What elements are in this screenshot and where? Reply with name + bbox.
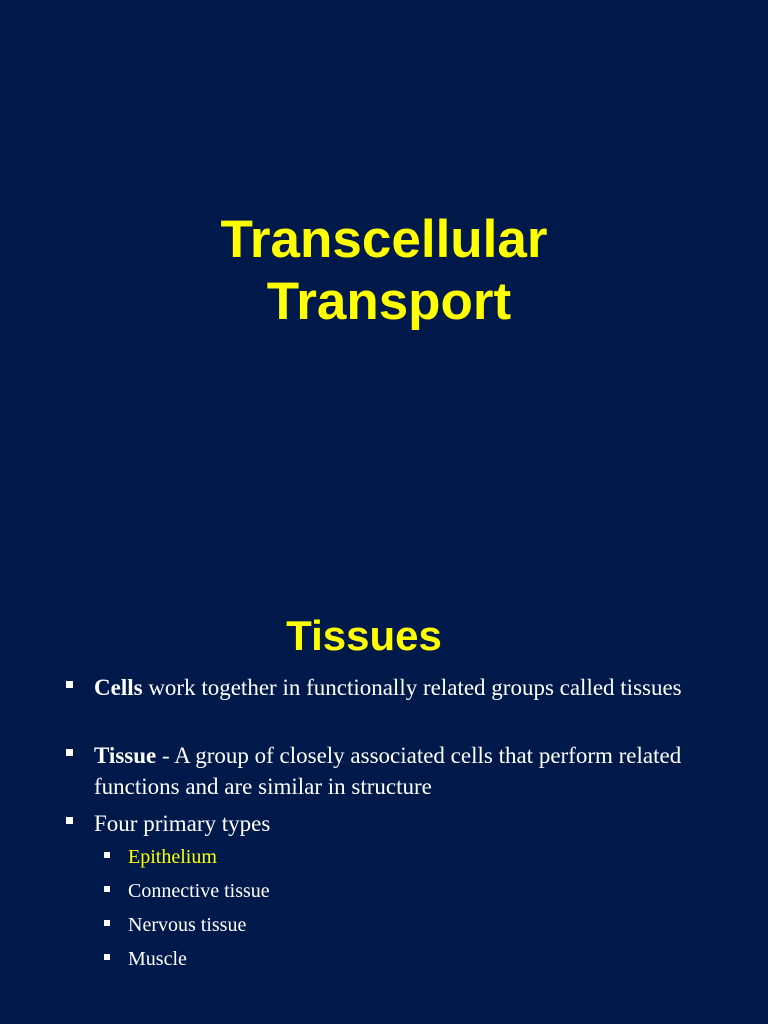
bullet-bold-term: Tissue [94,743,157,768]
bullet-text: - A group of closely associated cells that perform related functions and are similar in structure [94,743,682,799]
square-bullet-icon [104,954,110,960]
bullet-item-tissue [94,740,704,802]
bullet-item-four-types [94,808,704,839]
bullet-item-cells [94,672,704,703]
sub-bullet-text: Connective tissue [128,880,270,902]
square-bullet-icon [104,852,110,858]
square-bullet-icon [104,886,110,892]
slide-title-line-2: Transport [266,272,512,331]
sub-bullet-text: Epithelium [128,846,217,868]
sub-bullet-epithelium [128,844,688,870]
sub-bullet-text: Muscle [128,948,187,970]
sub-bullet-nervous-tissue [128,912,688,938]
square-bullet-icon [66,749,73,756]
slide-title-line-1: Transcellular [220,210,548,269]
slide-title-tissues: Tissues [286,612,442,659]
sub-bullet-muscle [128,946,688,972]
bullet-text: Four primary types [94,811,271,836]
square-bullet-icon [104,920,110,926]
bullet-bold-term: Cells [94,675,143,700]
square-bullet-icon [66,681,73,688]
bullet-text: work together in functionally related groups called tissues [142,675,682,700]
sub-bullet-text: Nervous tissue [128,914,247,936]
sub-bullet-connective-tissue [128,878,688,904]
square-bullet-icon [66,817,73,824]
